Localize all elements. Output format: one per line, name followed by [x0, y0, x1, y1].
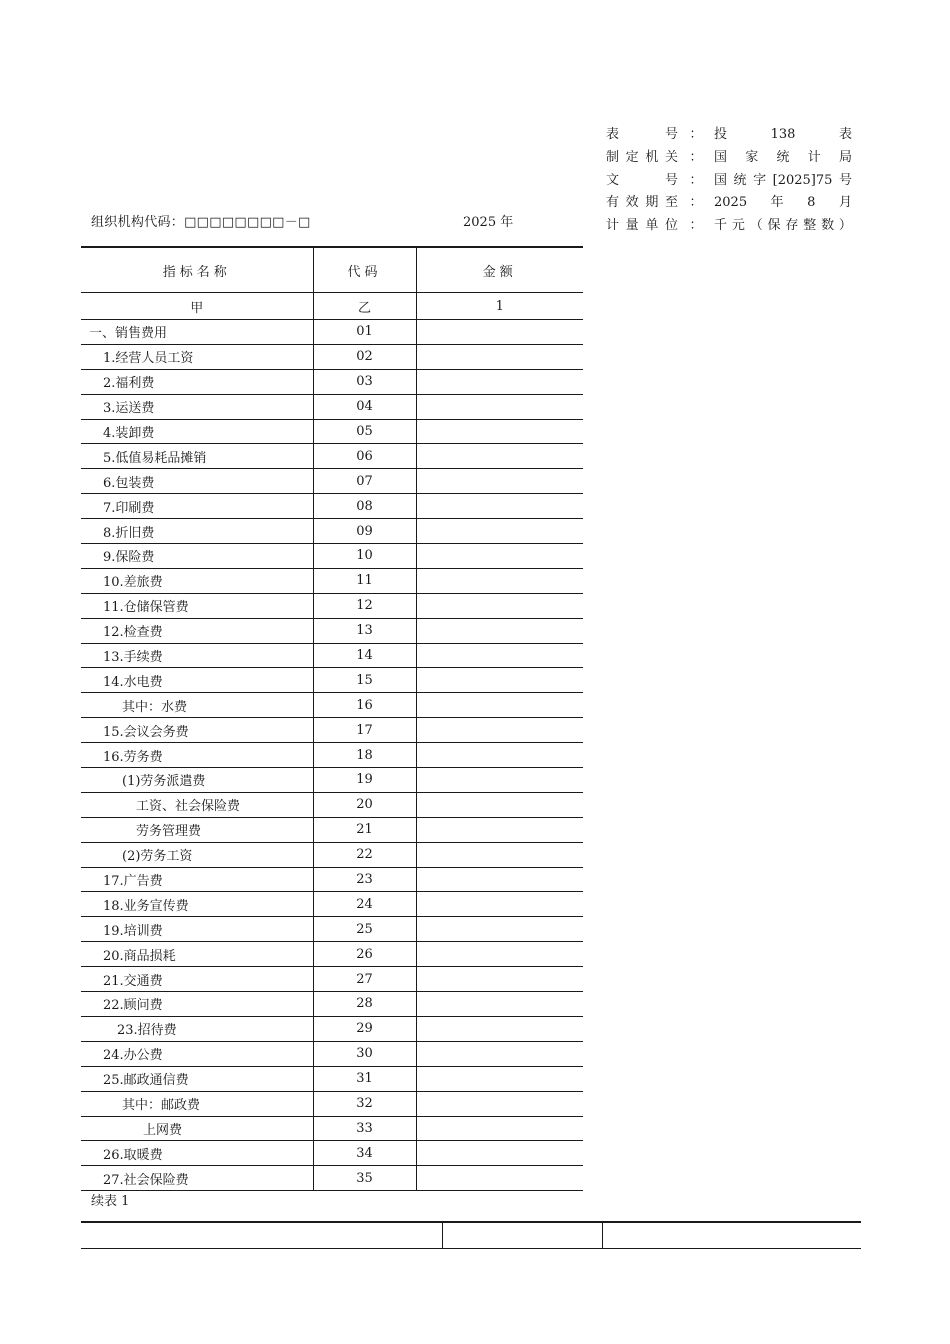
indicator-code: 28: [313, 992, 416, 1017]
indicator-code: 24: [313, 892, 416, 917]
meta-value: [714, 124, 852, 147]
amount-cell[interactable]: [416, 1066, 583, 1091]
indicator-code: 04: [313, 394, 416, 419]
meta-label: [606, 170, 678, 193]
indicator-code: 32: [313, 1091, 416, 1116]
org-code-label: 组织机构代码：□□□□□□□□－□: [91, 215, 311, 230]
indicator-name: 23.招待费: [81, 1016, 313, 1041]
indicator-name: 劳务管理费: [81, 817, 313, 842]
meta-colon: ：: [689, 172, 703, 188]
indicator-code: 01: [313, 320, 416, 345]
header-code: 代码: [313, 247, 416, 293]
report-year: 2025 年: [463, 215, 514, 230]
indicator-code: 29: [313, 1016, 416, 1041]
meta-value-part: 整: [803, 218, 817, 234]
indicator-code: 31: [313, 1066, 416, 1091]
table-row: [81, 1222, 861, 1249]
indicator-name: 8.折旧费: [81, 519, 313, 544]
indicator-name: 27.社会保险费: [81, 1166, 313, 1191]
amount-cell[interactable]: [416, 320, 583, 345]
meta-value-part: 国: [714, 149, 728, 165]
table-row: [81, 867, 583, 892]
indicator-code: 06: [313, 444, 416, 469]
indicator-code: 08: [313, 494, 416, 519]
meta-label-char: 效: [625, 195, 639, 211]
table-row: [81, 768, 583, 793]
amount-cell[interactable]: [416, 419, 583, 444]
meta-value-part: 138: [770, 127, 796, 142]
meta-label: [606, 215, 678, 238]
indicator-code: 03: [313, 369, 416, 394]
meta-row: [606, 170, 852, 193]
indicator-name: (1)劳务派遣费: [81, 768, 313, 793]
indicator-name: 13.手续费: [81, 643, 313, 668]
indicator-name: 11.仓储保管费: [81, 593, 313, 618]
amount-cell[interactable]: [416, 643, 583, 668]
table-header-row: [81, 247, 583, 293]
table-cell: [442, 1222, 602, 1249]
meta-value: [714, 170, 852, 193]
table-row: [81, 1141, 583, 1166]
table-row: [81, 668, 583, 693]
meta-colon: ：: [689, 218, 703, 234]
indicator-name: 14.水电费: [81, 668, 313, 693]
table-row: [81, 743, 583, 768]
meta-label-char: 文: [606, 172, 620, 188]
indicator-code: 18: [313, 743, 416, 768]
indicator-code: 22: [313, 842, 416, 867]
indicator-name: 4.装卸费: [81, 419, 313, 444]
amount-cell[interactable]: [416, 544, 583, 569]
meta-value: [714, 147, 852, 170]
table-row: [81, 618, 583, 643]
meta-value-part: 保: [767, 218, 781, 234]
amount-cell[interactable]: [416, 618, 583, 643]
amount-cell[interactable]: [416, 469, 583, 494]
meta-value-part: ）: [838, 218, 852, 234]
indicator-name: 22.顾问费: [81, 992, 313, 1017]
subheader-col1: 1: [416, 293, 583, 320]
table-row: [81, 344, 583, 369]
table-row: [81, 444, 583, 469]
table-row: [81, 942, 583, 967]
amount-cell[interactable]: [416, 444, 583, 469]
indicator-code: 33: [313, 1116, 416, 1141]
amount-cell[interactable]: [416, 792, 583, 817]
amount-cell[interactable]: [416, 668, 583, 693]
meta-value-part: 月: [838, 195, 852, 211]
table-row: [81, 1116, 583, 1141]
meta-value-part: 千: [714, 218, 728, 234]
meta-value-part: 2025: [714, 195, 748, 211]
indicator-name: 25.邮政通信费: [81, 1066, 313, 1091]
indicator-name: (2)劳务工资: [81, 842, 313, 867]
meta-colon: ：: [689, 127, 703, 142]
indicator-code: 11: [313, 568, 416, 593]
meta-row: [606, 147, 852, 170]
meta-row: [606, 192, 852, 215]
indicator-name: 17.广告费: [81, 867, 313, 892]
meta-label-char: 位: [664, 218, 678, 234]
meta-value-part: [2025]75: [772, 172, 833, 188]
table-row: [81, 568, 583, 593]
indicator-name: 9.保险费: [81, 544, 313, 569]
indicator-code: 12: [313, 593, 416, 618]
amount-cell[interactable]: [416, 1041, 583, 1066]
indicator-name: 10.差旅费: [81, 568, 313, 593]
meta-value-part: 号: [838, 172, 852, 188]
amount-cell[interactable]: [416, 743, 583, 768]
amount-cell[interactable]: [416, 1141, 583, 1166]
table-row: [81, 1041, 583, 1066]
indicator-code: 19: [313, 768, 416, 793]
meta-label-char: 定: [625, 149, 639, 165]
indicator-code: 23: [313, 867, 416, 892]
indicator-name: 上网费: [81, 1116, 313, 1141]
indicator-name: 1.经营人员工资: [81, 344, 313, 369]
amount-cell[interactable]: [416, 768, 583, 793]
indicator-code: 26: [313, 942, 416, 967]
meta-label-char: 号: [664, 172, 678, 188]
subheader-jia: 甲: [81, 293, 313, 320]
indicator-code: 34: [313, 1141, 416, 1166]
table-row: [81, 992, 583, 1017]
indicator-code: 07: [313, 469, 416, 494]
table-row: [81, 917, 583, 942]
meta-label: [606, 124, 678, 147]
amount-cell[interactable]: [416, 892, 583, 917]
amount-cell[interactable]: [416, 718, 583, 743]
indicator-code: 35: [313, 1166, 416, 1191]
meta-value-part: 国: [714, 172, 728, 188]
amount-cell[interactable]: [416, 1016, 583, 1041]
indicator-name: 19.培训费: [81, 917, 313, 942]
table-row: [81, 1166, 583, 1191]
meta-colon: ：: [689, 195, 703, 211]
table-row: [81, 1016, 583, 1041]
amount-cell[interactable]: [416, 967, 583, 992]
meta-value: [714, 215, 852, 238]
amount-cell[interactable]: [416, 992, 583, 1017]
table-cell: [602, 1222, 861, 1249]
indicator-name: 2.福利费: [81, 369, 313, 394]
indicator-name: 20.商品损耗: [81, 942, 313, 967]
indicator-name: 26.取暖费: [81, 1141, 313, 1166]
meta-value-part: 数: [821, 218, 835, 234]
meta-value-part: 家: [745, 149, 759, 165]
meta-value-part: 表: [838, 127, 852, 142]
meta-label-char: 有: [606, 195, 620, 211]
indicator-name: 6.包装费: [81, 469, 313, 494]
table-subheader-row: [81, 293, 583, 320]
table-row: [81, 817, 583, 842]
indicator-code: 09: [313, 519, 416, 544]
meta-label-char: 表: [606, 127, 620, 142]
table-row: [81, 792, 583, 817]
meta-value-part: 存: [785, 218, 799, 234]
table-row: [81, 394, 583, 419]
indicator-code: 14: [313, 643, 416, 668]
meta-label: [606, 192, 678, 215]
table-row: [81, 1066, 583, 1091]
indicator-name: 一、销售费用: [81, 320, 313, 345]
table-row: [81, 892, 583, 917]
indicator-name: 7.印刷费: [81, 494, 313, 519]
meta-value-part: 字: [753, 172, 767, 188]
table-row: [81, 544, 583, 569]
meta-label-char: 量: [625, 218, 639, 234]
amount-cell[interactable]: [416, 867, 583, 892]
indicator-code: 05: [313, 419, 416, 444]
amount-cell[interactable]: [416, 519, 583, 544]
amount-cell[interactable]: [416, 693, 583, 718]
indicator-name: 15.会议会务费: [81, 718, 313, 743]
table-row: [81, 320, 583, 345]
table-row: [81, 469, 583, 494]
continued-table: [81, 1221, 861, 1249]
table-cell: [81, 1222, 442, 1249]
table-row: [81, 494, 583, 519]
table-row: [81, 593, 583, 618]
header-indicator-name: 指标名称: [81, 247, 313, 293]
indicator-code: 21: [313, 817, 416, 842]
meta-label-char: 关: [664, 149, 678, 165]
meta-label-char: 机: [645, 149, 659, 165]
indicator-code: 30: [313, 1041, 416, 1066]
table-row: [81, 419, 583, 444]
indicator-name: 其中：水费: [81, 693, 313, 718]
table-row: [81, 718, 583, 743]
amount-cell[interactable]: [416, 942, 583, 967]
indicator-code: 16: [313, 693, 416, 718]
meta-label-char: 至: [664, 195, 678, 211]
amount-cell[interactable]: [416, 917, 583, 942]
meta-row: [606, 124, 852, 147]
indicator-code: 02: [313, 344, 416, 369]
meta-value-part: 元: [731, 218, 745, 234]
indicator-code: 27: [313, 967, 416, 992]
table-row: [81, 519, 583, 544]
meta-value-part: 统: [776, 149, 790, 165]
indicator-code: 17: [313, 718, 416, 743]
amount-cell[interactable]: [416, 369, 583, 394]
table-row: [81, 842, 583, 867]
form-meta-block: [606, 124, 852, 238]
meta-label-char: 制: [606, 149, 620, 165]
continued-label: 续表 1: [91, 1194, 130, 1209]
amount-cell[interactable]: [416, 494, 583, 519]
meta-value-part: 投: [714, 127, 728, 142]
amount-cell[interactable]: [416, 1116, 583, 1141]
meta-value: [714, 192, 852, 215]
amount-cell[interactable]: [416, 394, 583, 419]
table-row: [81, 1091, 583, 1116]
meta-colon: ：: [689, 149, 703, 165]
indicator-name: 21.交通费: [81, 967, 313, 992]
amount-cell[interactable]: [416, 593, 583, 618]
amount-cell[interactable]: [416, 344, 583, 369]
amount-cell[interactable]: [416, 817, 583, 842]
table-row: [81, 643, 583, 668]
indicator-name: 18.业务宣传费: [81, 892, 313, 917]
indicator-code: 13: [313, 618, 416, 643]
indicator-name: 24.办公费: [81, 1041, 313, 1066]
amount-cell[interactable]: [416, 842, 583, 867]
meta-row: [606, 215, 852, 238]
indicator-name: 3.运送费: [81, 394, 313, 419]
amount-cell[interactable]: [416, 1091, 583, 1116]
meta-label-char: 单: [645, 218, 659, 234]
meta-label-char: 期: [645, 195, 659, 211]
table-row: [81, 967, 583, 992]
meta-value-part: （: [749, 218, 763, 234]
expense-table: [81, 246, 583, 1191]
table-row: [81, 693, 583, 718]
indicator-name: 16.劳务费: [81, 743, 313, 768]
subheader-yi: 乙: [313, 293, 416, 320]
meta-value-part: 8: [807, 195, 816, 211]
indicator-code: 20: [313, 792, 416, 817]
indicator-name: 工资、社会保险费: [81, 792, 313, 817]
meta-value-part: 统: [733, 172, 747, 188]
header-amount: 金额: [416, 247, 583, 293]
meta-label-char: 号: [664, 127, 678, 142]
indicator-code: 25: [313, 917, 416, 942]
table-row: [81, 369, 583, 394]
indicator-code: 15: [313, 668, 416, 693]
meta-label: [606, 147, 678, 170]
meta-value-part: 计: [807, 149, 821, 165]
meta-label-char: 计: [606, 218, 620, 234]
indicator-name: 其中：邮政费: [81, 1091, 313, 1116]
meta-value-part: 年: [770, 195, 784, 211]
meta-value-part: 局: [838, 149, 852, 165]
indicator-code: 10: [313, 544, 416, 569]
indicator-name: 5.低值易耗品摊销: [81, 444, 313, 469]
indicator-name: 12.检查费: [81, 618, 313, 643]
amount-cell[interactable]: [416, 1166, 583, 1191]
amount-cell[interactable]: [416, 568, 583, 593]
